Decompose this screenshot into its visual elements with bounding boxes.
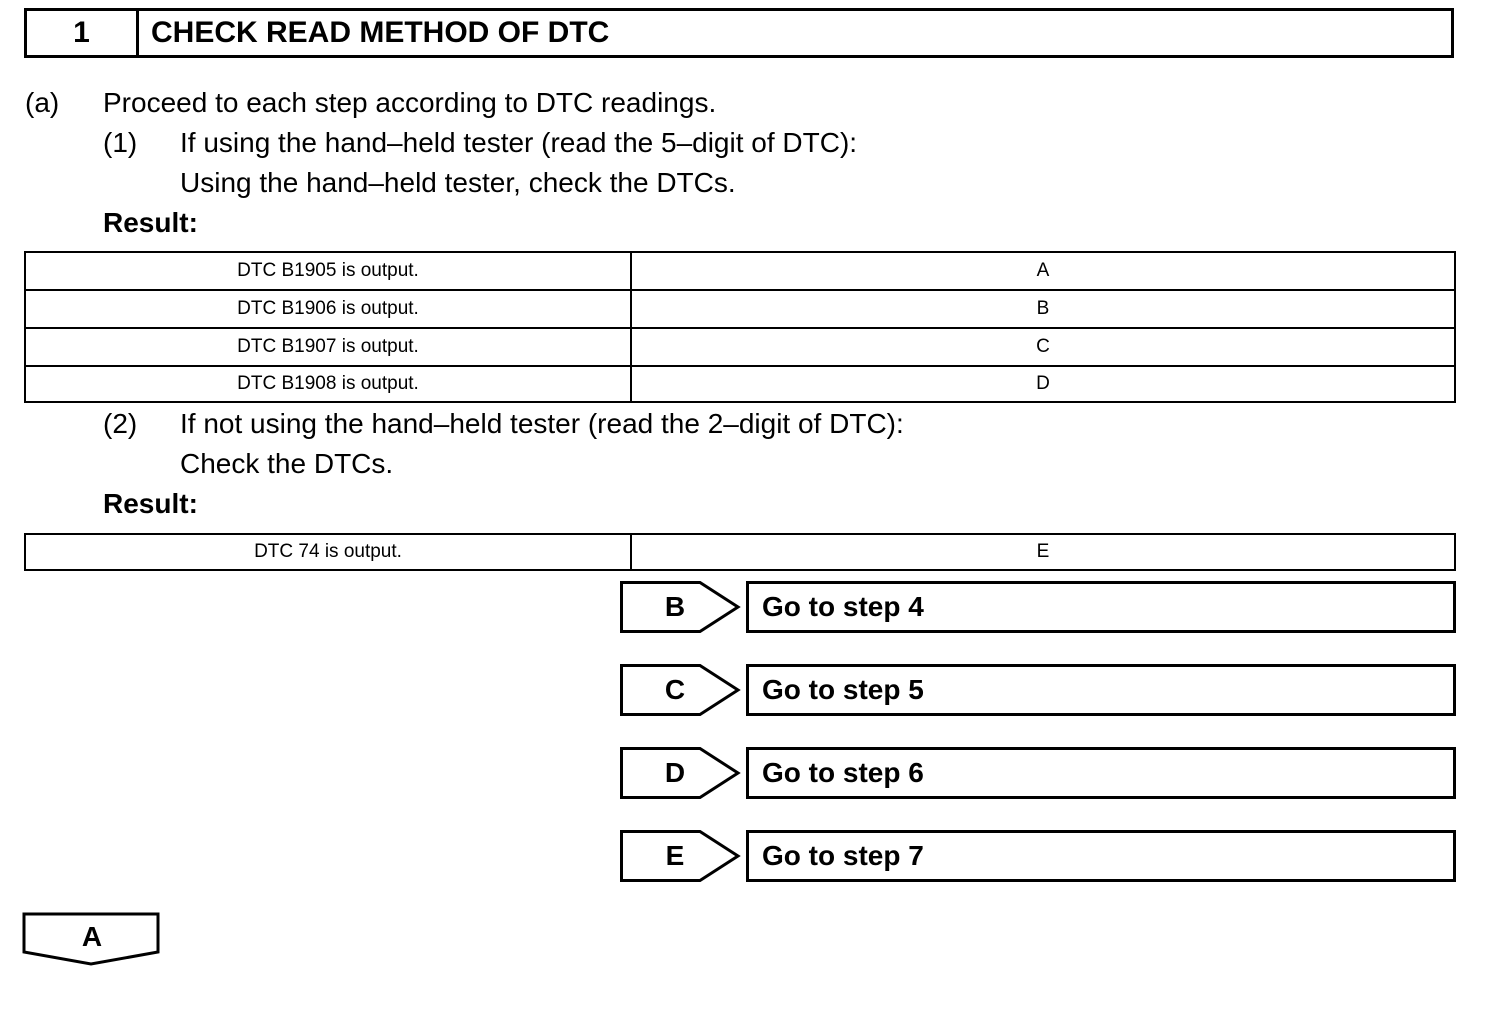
goto-step-7: Go to step 7	[746, 830, 1456, 882]
branch-label: E	[665, 840, 685, 871]
goto-step-5: Go to step 5	[746, 664, 1456, 716]
item-1-text-2: Using the hand–held tester, check the DTCs.	[180, 167, 736, 198]
step-title: CHECK READ METHOD OF DTC	[151, 16, 610, 49]
branch-e-arrow	[620, 830, 742, 882]
item-a-text: Proceed to each step according to DTC readings.	[103, 87, 717, 118]
item-1-text: If using the hand–held tester (read the 5–digit of DTC):	[180, 127, 858, 158]
continue-label: A	[81, 921, 103, 952]
item-2-text: If not using the hand–held tester (read the 2–digit of DTC):	[180, 408, 904, 439]
step-number: 1	[27, 11, 139, 55]
branch-c-arrow	[620, 664, 742, 716]
table-cell-result: E	[631, 534, 1455, 570]
table-cell-condition: DTC B1906 is output.	[25, 290, 631, 328]
branch-label: C	[664, 674, 686, 705]
table-cell-result: A	[631, 252, 1455, 290]
branch-b-arrow	[620, 581, 742, 633]
result-table-5digit	[24, 251, 1456, 403]
table-row	[25, 366, 1455, 402]
item-a-marker: (a)	[25, 87, 60, 118]
table-cell-condition: DTC B1905 is output.	[25, 252, 631, 290]
result-table-2digit	[24, 533, 1456, 571]
table-row	[25, 252, 1455, 290]
table-cell-result: B	[631, 290, 1455, 328]
table-cell-condition: DTC B1908 is output.	[25, 366, 631, 402]
table-cell-result: C	[631, 328, 1455, 366]
table-cell-condition: DTC 74 is output.	[25, 534, 631, 570]
branch-label: B	[664, 591, 686, 622]
step-header	[24, 8, 1454, 58]
item-2-marker: (2)	[103, 408, 138, 439]
table-row	[25, 534, 1455, 570]
branch-label: D	[664, 757, 686, 788]
branch-d-arrow	[620, 747, 742, 799]
table-cell-result: D	[631, 366, 1455, 402]
item-2-text-2: Check the DTCs.	[180, 448, 394, 479]
item-1-marker: (1)	[103, 127, 138, 158]
goto-step-4: Go to step 4	[746, 581, 1456, 633]
goto-step-6: Go to step 6	[746, 747, 1456, 799]
result-label: Result:	[103, 488, 198, 519]
continue-a-arrow	[22, 912, 162, 968]
table-row	[25, 290, 1455, 328]
result-label: Result:	[103, 207, 198, 238]
table-row	[25, 328, 1455, 366]
table-cell-condition: DTC B1907 is output.	[25, 328, 631, 366]
